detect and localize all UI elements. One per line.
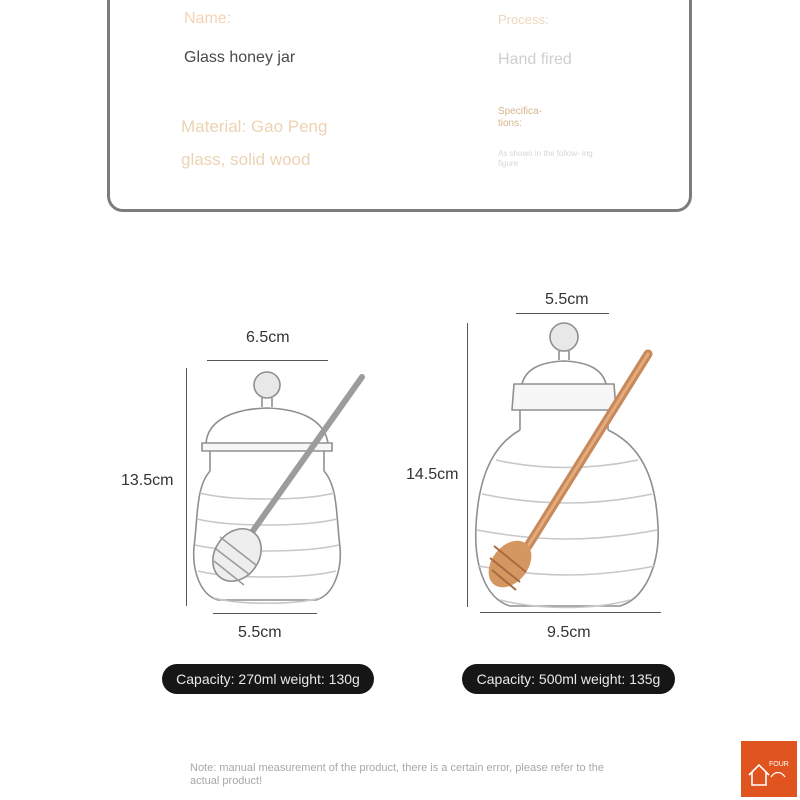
name-label: Name: (184, 10, 232, 27)
small-jar-bottom-width: 5.5cm (238, 624, 282, 641)
name-value: Glass honey jar (184, 49, 296, 66)
small-jar-top-dimension-line (207, 360, 328, 361)
small-jar-bottom-dimension-line (213, 613, 317, 614)
shop-logo[interactable] (741, 741, 797, 797)
large-jar-top-width: 5.5cm (545, 291, 589, 308)
material-label: Material: Gao Peng glass, solid wood (181, 117, 328, 169)
spec-card (107, 0, 692, 212)
large-jar-bottom-dimension-line (480, 612, 661, 613)
large-jar-height: 14.5cm (406, 466, 459, 483)
large-jar-bottom-width: 9.5cm (547, 624, 591, 641)
large-jar-top-dimension-line (516, 313, 609, 314)
small-jar-height: 13.5cm (121, 472, 174, 489)
small-jar-height-dimension-line (186, 368, 187, 606)
measurement-note: Note: manual measurement of the product, there is a certain error, please refer to the actual product! (190, 762, 604, 787)
small-jar-capacity-badge: Capacity: 270ml weight: 130g (162, 664, 374, 694)
process-label: Process: (498, 12, 549, 27)
logo-text: FOUR (769, 761, 789, 768)
specifications-value: As shown in the follow- ing figure (498, 149, 593, 168)
small-glass-honey-jar-image (190, 365, 380, 610)
process-value: Hand fired (498, 51, 572, 68)
large-jar-height-dimension-line (467, 323, 468, 607)
house-icon (741, 741, 797, 797)
large-glass-honey-jar-image (470, 318, 670, 610)
small-jar-top-width: 6.5cm (246, 329, 290, 346)
specifications-label: Specifica- tions: (498, 106, 542, 129)
large-jar-capacity-badge: Capacity: 500ml weight: 135g (462, 664, 675, 694)
